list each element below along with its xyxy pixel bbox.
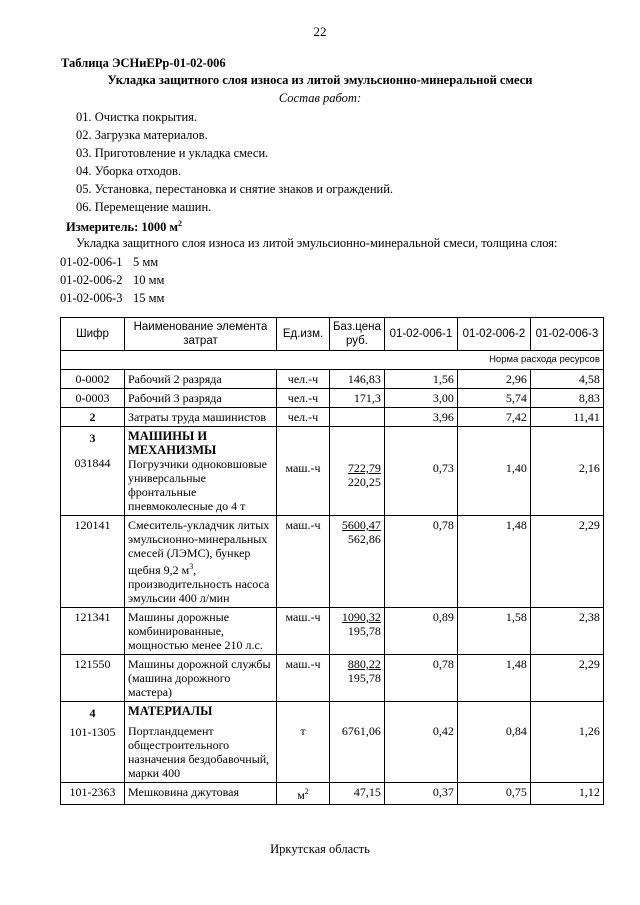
row-name: Затраты труда машинистов [125, 408, 277, 427]
price-machinist: 220,25 [347, 475, 381, 489]
operation-item: 02. Загрузка материалов. [76, 128, 208, 142]
row-code: 101-1305 [69, 725, 116, 739]
row-value: 1,26 [530, 702, 603, 783]
row-code: 2 [61, 408, 125, 427]
row-name: Машины дорожные комбинированные, мощностью менее 210 л.с. [125, 608, 277, 655]
price-total: 880,22 [347, 657, 381, 671]
footer-region: Иркутская область [270, 842, 370, 856]
row-value: 0,73 [384, 427, 457, 516]
section-title: МАТЕРИАЛЫ [128, 704, 213, 718]
row-value: 1,48 [457, 516, 530, 608]
operation-item: 03. Приготовление и укладка смеси. [76, 146, 269, 160]
row-value: 1,56 [384, 370, 457, 389]
variant-code: 01-02-006-1 [60, 255, 123, 269]
table-row [61, 702, 604, 783]
row-name: Рабочий 2 разряда [125, 370, 277, 389]
page-number: 22 [313, 24, 327, 39]
row-name: Машины дорожной службы (машина дорожного мастера) [125, 655, 277, 702]
operation-item: 04. Уборка отходов. [76, 164, 182, 178]
row-code: 101-2363 [61, 783, 125, 805]
section-title: МАШИНЫ И МЕХАНИЗМЫ [128, 429, 217, 457]
row-value: 2,29 [530, 655, 603, 702]
header-cell: Наименование элемента затрат [125, 318, 277, 351]
row-value: 7,42 [457, 408, 530, 427]
section-number: 4 [89, 706, 96, 720]
table-row [61, 655, 604, 702]
row-value: 1,12 [530, 783, 603, 805]
table-row [61, 783, 604, 805]
row-name: Погрузчики одноковшовые универсальные фронтальные пневмоколесные до 4 т [128, 457, 268, 513]
row-value: 2,16 [530, 427, 603, 516]
row-value: 0,84 [457, 702, 530, 783]
row-value: 8,83 [530, 389, 603, 408]
row-value: 0,89 [384, 608, 457, 655]
table-row [61, 608, 604, 655]
row-unit: чел.-ч [277, 408, 330, 427]
operation-item: 06. Перемещение машин. [76, 200, 212, 214]
row-price: 171,3 [330, 389, 385, 408]
variant-code: 01-02-006-3 [60, 291, 123, 305]
table-row [61, 516, 604, 608]
row-value: 0,75 [457, 783, 530, 805]
header-cell: Ед.изм. [277, 318, 330, 351]
table-row [61, 389, 604, 408]
row-name: Рабочий 3 разряда [125, 389, 277, 408]
row-value: 2,38 [530, 608, 603, 655]
row-value: 2,29 [530, 516, 603, 608]
row-value: 5,74 [457, 389, 530, 408]
variant-value: 15 мм [133, 291, 165, 305]
row-price: 6761,06 [330, 702, 385, 783]
table-row [61, 370, 604, 389]
variant-value: 10 мм [133, 273, 165, 287]
header-cell: 01-02-006-2 [457, 318, 530, 351]
price-total: 5600,47 [341, 518, 381, 532]
price-machinist: 195,78 [347, 671, 381, 685]
table-row [61, 408, 604, 427]
price-total: 1090,32 [341, 610, 381, 624]
row-price: 47,15 [330, 783, 385, 805]
row-code: 120141 [61, 516, 125, 608]
row-value: 3,00 [384, 389, 457, 408]
variant-value: 5 мм [133, 255, 159, 269]
row-unit: маш.-ч [277, 608, 330, 655]
row-unit: т [277, 702, 330, 783]
row-value: 11,41 [530, 408, 603, 427]
row-unit: чел.-ч [277, 389, 330, 408]
row-name: Портландцемент общестроительного назначения бездобавочный, марки 400 [128, 724, 270, 780]
row-name: Смеситель-укладчик литых эмульсионно-минеральных смесей (ЛЭМС), бункер щебня 9,2 $м^3$, производительность насоса эмульсии 400 л/мин [125, 516, 277, 608]
norm-label: Норма расхода ресурсов [61, 351, 604, 370]
row-unit: чел.-ч [277, 370, 330, 389]
row-unit: маш.-ч [277, 427, 330, 516]
row-value: 0,37 [384, 783, 457, 805]
price-machinist: 195,78 [347, 624, 381, 638]
row-value: 3,96 [384, 408, 457, 427]
variant-code: 01-02-006-2 [60, 273, 123, 287]
operation-item: 01. Очистка покрытия. [76, 110, 198, 124]
work-header: Состав работ: [278, 91, 362, 105]
row-price [330, 408, 385, 427]
header-cell: 01-02-006-1 [384, 318, 457, 351]
row-value: 0,78 [384, 516, 457, 608]
table-row [61, 427, 604, 516]
row-code: 031844 [74, 456, 111, 470]
operation-item: 05. Установка, перестановка и снятие знаков и ограждений. [76, 182, 394, 196]
header-cell: Баз.цена руб. [330, 318, 385, 351]
row-price: 146,83 [330, 370, 385, 389]
row-value: 1,40 [457, 427, 530, 516]
row-code: 121341 [61, 608, 125, 655]
row-value: 0,78 [384, 655, 457, 702]
intro-text: Укладка защитного слоя износа из литой эмульсионно-минеральной смеси, толщина слоя: [76, 236, 558, 250]
row-unit: маш.-ч [277, 516, 330, 608]
header-cell: 01-02-006-3 [530, 318, 603, 351]
row-value: 4,58 [530, 370, 603, 389]
row-value: 1,58 [457, 608, 530, 655]
price-total: 722,79 [347, 461, 381, 475]
measure: Измеритель: 1000 $м^2$ [66, 219, 183, 235]
table-title: Таблица ЭСНиЕРр-01-02-006 [61, 56, 226, 70]
row-code: 0-0002 [61, 370, 125, 389]
heading: Укладка защитного слоя износа из литой эмульсионно-минеральной смеси [107, 73, 533, 87]
price-machinist: 562,86 [347, 532, 381, 546]
row-unit: маш.-ч [277, 655, 330, 702]
row-value: 2,96 [457, 370, 530, 389]
resource-table [60, 317, 604, 805]
row-unit: $м^2$ [277, 783, 330, 805]
section-number: 3 [89, 431, 96, 445]
row-code: 121550 [61, 655, 125, 702]
row-value: 0,42 [384, 702, 457, 783]
row-value: 1,48 [457, 655, 530, 702]
header-cell: Шифр [61, 318, 125, 351]
row-code: 0-0003 [61, 389, 125, 408]
row-name: Мешковина джутовая [125, 783, 277, 805]
